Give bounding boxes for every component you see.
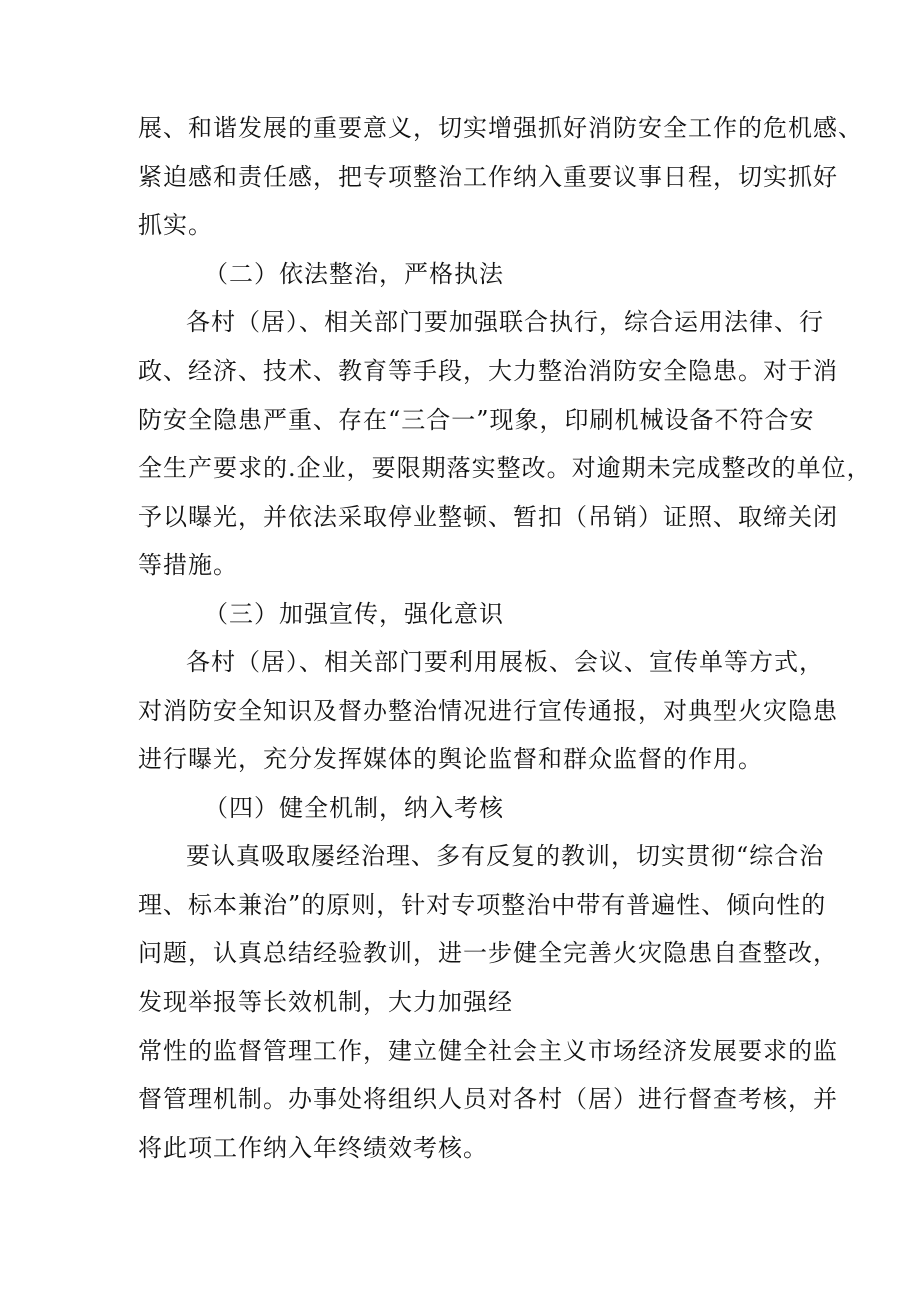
paragraph-line: 理、标本兼治”的原则，针对专项整治中带有普遍性、倾向性的 <box>138 891 827 919</box>
paragraph-line: 政、经济、技术、教育等手段，大力整治消防安全隐患。对于消 <box>138 357 838 385</box>
paragraph-line: 全生产要求的.企业，要限期落实整改。对逾期未完成整改的单位， <box>138 454 872 482</box>
paragraph-line: 紧迫感和责任感，把专项整治工作纳入重要议事日程，切实抓好 <box>138 163 838 191</box>
paragraph-line: 要认真吸取屡经治理、多有反复的教训，切实贯彻“综合治 <box>186 842 825 870</box>
paragraph-line: 予以曝光，并依法采取停业整顿、暂扣（吊销）证照、取缔关闭 <box>138 503 838 531</box>
paragraph-line: 各村（居）、相关部门要加强联合执行，综合运用法律、行 <box>186 308 824 336</box>
paragraph-line: 对消防安全知识及督办整治情况进行宣传通报，对典型火灾隐患 <box>138 697 838 725</box>
paragraph-line: 问题，认真总结经验教训，进一步健全完善火灾隐患自查整改， <box>138 939 838 967</box>
section-heading-2: （二）依法整治，严格执法 <box>204 260 504 288</box>
paragraph-line: 常性的监督管理工作，建立健全社会主义市场经济发展要求的监 <box>138 1037 838 1065</box>
paragraph-line: 进行曝光，充分发挥媒体的舆论监督和群众监督的作用。 <box>138 745 763 773</box>
paragraph-line: 防安全隐患严重、存在“三合一”现象，印刷机械设备不符合安 <box>138 406 815 434</box>
paragraph-line: 展、和谐发展的重要意义，切实增强抓好消防安全工作的危机感、 <box>138 114 863 142</box>
section-heading-4: （四）健全机制，纳入考核 <box>204 794 504 822</box>
paragraph-line: 将此项工作纳入年终绩效考核。 <box>138 1134 488 1162</box>
paragraph-line: 发现举报等长效机制，大力加强经 <box>138 988 513 1016</box>
section-heading-3: （三）加强宣传，强化意识 <box>204 600 504 628</box>
paragraph-line: 督管理机制。办事处将组织人员对各村（居）进行督查考核，并 <box>138 1085 838 1113</box>
paragraph-line: 等措施。 <box>138 551 238 579</box>
paragraph-line: 抓实。 <box>138 211 213 239</box>
paragraph-line: 各村（居）、相关部门要利用展板、会议、宣传单等方式， <box>186 648 824 676</box>
